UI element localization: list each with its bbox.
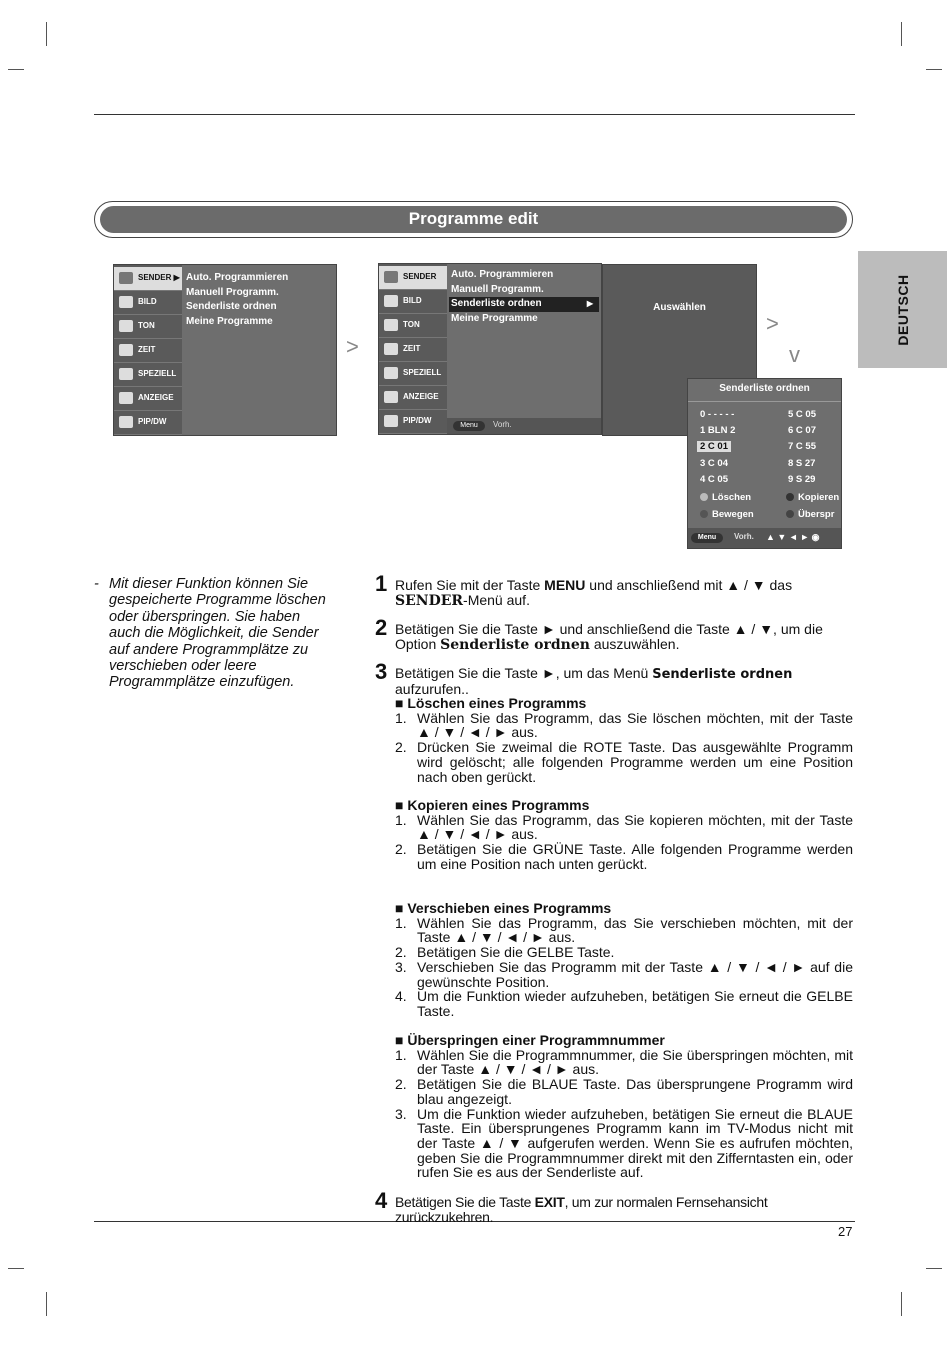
green-dot-icon — [786, 493, 794, 501]
display-icon — [119, 392, 133, 404]
step-number: 4 — [375, 1188, 387, 1213]
section-heading: ■ Verschieben eines Programms — [395, 900, 612, 916]
step-key: SENDER — [395, 593, 464, 609]
step-number: 2 — [375, 615, 388, 640]
language-tab-label: DEUTSCH — [894, 273, 911, 346]
copy-action[interactable] — [786, 492, 839, 503]
sidebar-item-label: ANZEIGE — [138, 393, 174, 402]
item-text: Wählen Sie das Programm, das Sie löschen möchten, mit der Taste ▲ / ▼ / ◄ / ► aus. — [417, 709, 853, 741]
list-item — [395, 1077, 853, 1106]
list-item[interactable]: 4 C 05 — [700, 474, 728, 485]
tool-icon — [119, 368, 133, 380]
item-number: 2. — [395, 1076, 407, 1093]
menu-bottom-bar — [447, 418, 601, 434]
arrow-right-icon: > — [766, 311, 779, 336]
step-number: 3 — [375, 659, 388, 684]
step-text: , um zur normalen Fernsehansicht zurückzukehren. — [395, 1194, 768, 1225]
crop-mark — [8, 69, 24, 70]
note-text: Mit dieser Funktion können Sie gespeicherte Programme löschen oder überspringen. Sie haben auch die Möglichkeit, die Sender auf andere Programmplätze zu verschieben oder leere Programmplätze einzufügen. — [109, 576, 326, 691]
section-heading: ■ Überspringen einer Programmnummer — [395, 1032, 665, 1048]
channel-list-title: Senderliste ordnen — [719, 383, 810, 394]
section-verschieben — [395, 901, 853, 1019]
pip-icon — [119, 416, 133, 428]
sidebar-item-bild[interactable] — [379, 290, 447, 314]
sidebar-item-label: BILD — [403, 296, 422, 305]
sidebar-item-pipdw[interactable] — [114, 411, 182, 435]
sidebar-item-label: PIP/DW — [138, 417, 167, 426]
menu-option[interactable]: Auto. Programmieren — [186, 272, 289, 283]
sidebar-item-ton[interactable] — [379, 314, 447, 338]
item-text: Wählen Sie das Programm, das Sie verschieben möchten, mit der Taste ▲ / ▼ / ◄ / ► aus. — [417, 914, 853, 946]
item-text: Um die Funktion wieder aufzuheben, betätigen Sie erneut die GELBE Taste. — [417, 988, 853, 1019]
menu-option[interactable]: Manuell Programm. — [451, 283, 544, 295]
sidebar-item-speziell[interactable] — [114, 363, 182, 387]
section-heading: ■ Kopieren eines Programms — [395, 797, 590, 813]
item-number: 2. — [395, 739, 407, 756]
item-text: Verschieben Sie das Programm mit der Taste ▲ / ▼ / ◄ / ► auf die gewünschte Position. — [417, 958, 853, 990]
list-item[interactable]: 6 C 07 — [788, 425, 816, 436]
play-arrow-icon: ▶ — [586, 299, 593, 308]
move-action[interactable] — [700, 509, 754, 520]
list-item — [395, 813, 853, 842]
section-loeschen — [395, 696, 853, 784]
osd-menu-1 — [113, 264, 337, 436]
tool-icon — [384, 367, 398, 379]
list-item[interactable]: 7 C 55 — [788, 441, 816, 452]
page-number: 27 — [838, 1224, 853, 1239]
list-item — [395, 740, 853, 784]
clock-icon — [384, 343, 398, 355]
list-item[interactable]: 9 S 29 — [788, 474, 816, 485]
item-text: Drücken Sie zweimal die ROTE Taste. Das ausgewählte Programm wird gelöscht; alle folgenden Programme werden um eine Position nach oben gerückt. — [417, 739, 853, 785]
channel-list-panel — [687, 378, 842, 549]
crop-mark — [926, 69, 942, 70]
prev-label: Vorh. — [493, 420, 512, 429]
blue-dot-icon — [786, 510, 794, 518]
arrow-right-icon: > — [346, 334, 359, 359]
list-item[interactable]: 1 BLN 2 — [700, 425, 736, 436]
sidebar-item-sender[interactable] — [114, 267, 182, 291]
list-item — [395, 989, 853, 1018]
menu-option[interactable]: Manuell Programm. — [186, 286, 279, 298]
step-text: -Menü auf. — [463, 592, 530, 608]
list-item[interactable]: 3 C 04 — [700, 458, 728, 469]
sidebar-item-bild[interactable] — [114, 291, 182, 315]
item-text: Wählen Sie das Programm, das Sie kopieren möchten, mit der Taste ▲ / ▼ / ◄ / ► aus. — [417, 811, 853, 843]
step-1 — [375, 571, 853, 609]
crop-mark — [8, 1268, 24, 1269]
delete-action[interactable] — [700, 492, 751, 503]
item-number: 1. — [395, 811, 407, 828]
item-text: Betätigen Sie die BLAUE Taste. Das übersprungene Programm wird blau angezeigt. — [417, 1076, 853, 1107]
menu-option[interactable]: Meine Programme — [451, 312, 538, 324]
step-key: MENU — [544, 577, 586, 593]
speaker-icon — [119, 320, 133, 332]
item-number: 1. — [395, 914, 407, 931]
clock-icon — [119, 344, 133, 356]
section-ueberspringen — [395, 1033, 853, 1180]
menu-sidebar — [379, 264, 447, 434]
crop-mark — [901, 1292, 902, 1316]
action-label: Überspr — [798, 509, 835, 520]
item-number: 4. — [395, 988, 407, 1005]
step-text: Betätigen Sie die Taste ► und anschließend die Taste ▲ / ▼, um die Option — [395, 621, 823, 652]
sidebar-item-speziell[interactable] — [379, 362, 447, 386]
menu-option[interactable]: Meine Programme — [186, 315, 273, 327]
pip-icon — [384, 415, 398, 427]
sidebar-item-label: BILD — [138, 297, 157, 306]
item-text: Wählen Sie die Programmnummer, die Sie überspringen möchten, mit der Taste ▲ / ▼ / ◄ / ► aus. — [417, 1046, 853, 1078]
step-key: Senderliste ordnen — [652, 667, 793, 682]
item-text: Um die Funktion wieder aufzuheben, betätigen Sie erneut die BLAUE Taste. Ein übersprungenes Programm kann im TV-Modus nicht mit der Taste ▲ / ▼ aufgerufen werden. Wenn Sie es aufrufen möchten, geben Sie die Programmnummer direkt mit den Zifferntasten ein, oder rufen Sie es aus der Senderliste auf. — [417, 1105, 853, 1181]
menu-option[interactable]: Senderliste ordnen — [186, 301, 277, 312]
sidebar-item-ton[interactable] — [114, 315, 182, 339]
action-label: Kopieren — [798, 492, 840, 503]
sidebar-item-anzeige[interactable] — [114, 387, 182, 411]
step-text: Betätigen Sie die Taste — [395, 1194, 535, 1210]
sidebar-item-label: ZEIT — [138, 345, 156, 354]
language-tab — [858, 251, 947, 368]
step-text: Rufen Sie mit der Taste — [395, 577, 545, 593]
section-heading: ■ Löschen eines Programms — [395, 695, 587, 711]
step-text: und anschließend mit ▲ / ▼ das — [585, 577, 793, 593]
list-item[interactable]: 0 - - - - - — [700, 409, 735, 420]
divider — [688, 401, 841, 402]
item-number: 2. — [395, 944, 407, 961]
top-rule — [94, 114, 855, 115]
item-number: 3. — [395, 1105, 407, 1122]
list-item — [395, 711, 853, 740]
crop-mark — [901, 22, 902, 46]
list-item — [395, 916, 853, 945]
antenna-icon — [384, 271, 398, 283]
arrow-down-icon: v — [789, 342, 800, 367]
sidebar-item-zeit[interactable] — [114, 339, 182, 363]
step-key: EXIT — [534, 1194, 565, 1210]
sidebar-item-label: SENDER — [403, 272, 437, 281]
list-item — [395, 945, 853, 960]
sidebar-item-label: TON — [403, 320, 420, 329]
display-icon — [384, 391, 398, 403]
action-label: Löschen — [712, 492, 752, 503]
sidebar-item-label: ANZEIGE — [403, 392, 439, 401]
note-dash: - — [94, 576, 99, 592]
section-title-bar — [94, 201, 853, 238]
list-bottom-bar — [688, 528, 841, 548]
action-label: Bewegen — [712, 509, 754, 520]
menu-sidebar — [114, 265, 182, 435]
crop-mark — [926, 1268, 942, 1269]
sidebar-item-label: SENDER ▶ — [138, 273, 180, 282]
menu-options — [449, 268, 599, 326]
step-4 — [375, 1188, 853, 1225]
step-key: Senderliste ordnen — [440, 637, 590, 653]
item-number: 1. — [395, 1046, 407, 1063]
item-text: Betätigen Sie die GELBE Taste. — [417, 944, 615, 961]
antenna-icon — [119, 272, 133, 284]
red-dot-icon — [700, 493, 708, 501]
list-item — [395, 1107, 853, 1181]
list-item[interactable]: 8 S 27 — [788, 458, 816, 469]
list-item — [395, 842, 853, 871]
sidebar-item-anzeige[interactable] — [379, 386, 447, 410]
list-item — [395, 1048, 853, 1077]
menu-button[interactable]: Menu — [691, 533, 723, 543]
list-item-selected[interactable]: 2 C 01 — [697, 441, 731, 452]
picture-icon — [119, 296, 133, 308]
item-number: 2. — [395, 841, 407, 858]
picture-icon — [384, 295, 398, 307]
sidebar-item-label: ZEIT — [403, 344, 421, 353]
step-3 — [375, 659, 853, 697]
sidebar-item-sender[interactable] — [379, 266, 447, 290]
menu-options — [184, 271, 288, 329]
list-item — [395, 960, 853, 989]
skip-action[interactable] — [786, 509, 834, 520]
item-number: 3. — [395, 958, 407, 975]
menu-option-label: Senderliste ordnen — [451, 298, 542, 309]
menu-button[interactable]: Menu — [453, 421, 485, 431]
list-item[interactable]: 5 C 05 — [788, 409, 816, 420]
step-number: 1 — [375, 571, 388, 596]
yellow-dot-icon — [700, 510, 708, 518]
osd-menu-2 — [378, 263, 602, 435]
page-title: Programme edit — [100, 206, 847, 233]
sidebar-item-label: SPEZIELL — [138, 369, 177, 378]
step-text: aufzurufen.. — [395, 681, 469, 697]
crop-mark — [46, 22, 47, 46]
crop-mark — [46, 1292, 47, 1316]
step-2 — [375, 615, 853, 653]
nav-arrows-icon: ▲ ▼ ◄ ► ◉ — [766, 532, 820, 542]
step-text: Betätigen Sie die Taste ►, um das Menü — [395, 665, 653, 681]
menu-option-selected[interactable] — [449, 297, 599, 312]
side-note — [94, 576, 334, 691]
submenu-label: Auswählen — [653, 302, 706, 313]
sidebar-item-label: PIP/DW — [403, 416, 432, 425]
section-kopieren — [395, 798, 853, 872]
sidebar-item-pipdw[interactable] — [379, 410, 447, 434]
item-number: 1. — [395, 709, 407, 726]
sidebar-item-zeit[interactable] — [379, 338, 447, 362]
menu-option[interactable]: Auto. Programmieren — [451, 269, 554, 280]
sidebar-item-label: SPEZIELL — [403, 368, 442, 377]
step-text: auszuwählen. — [589, 636, 680, 652]
speaker-icon — [384, 319, 398, 331]
item-text: Betätigen Sie die GRÜNE Taste. Alle folgenden Programme werden um eine Position nach unten gerückt. — [417, 841, 853, 872]
prev-label: Vorh. — [734, 532, 754, 541]
sidebar-item-label: TON — [138, 321, 155, 330]
